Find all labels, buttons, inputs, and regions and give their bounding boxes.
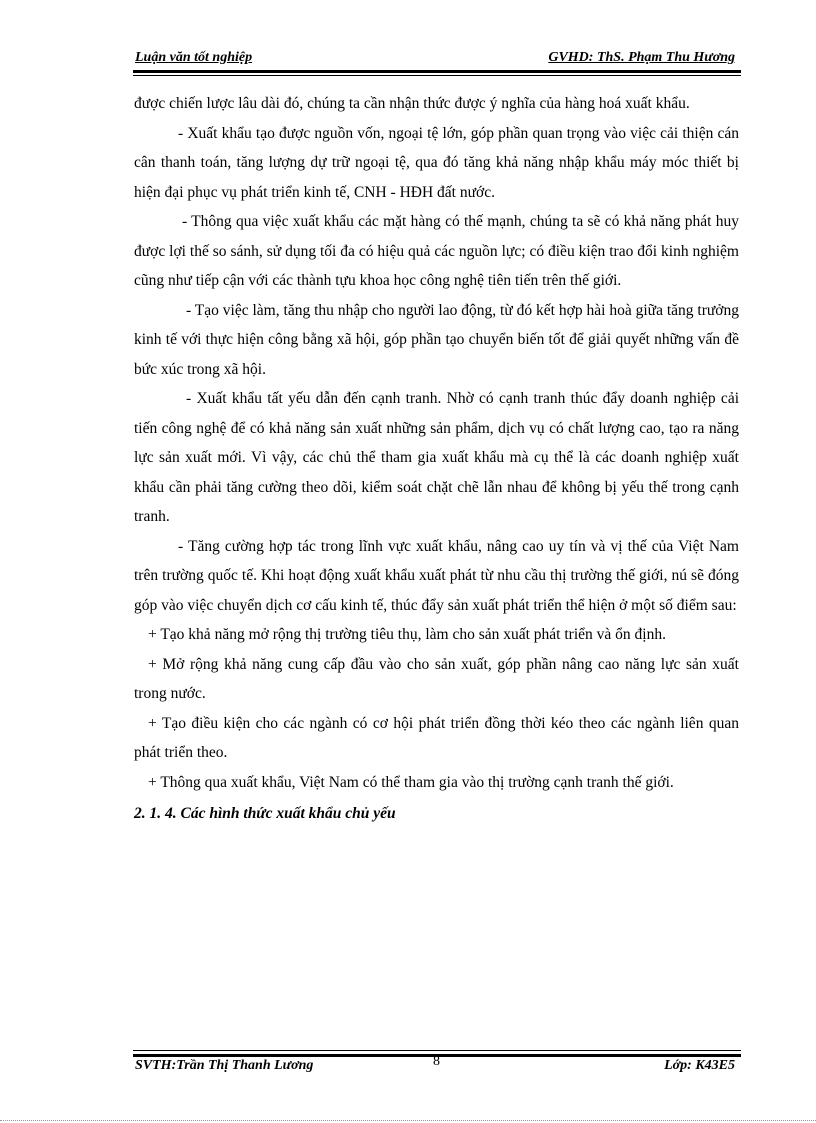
paragraph-cooperation: - Tăng cường hợp tác trong lĩnh vực xuất khẩu, nâng cao uy tín và vị thế của Việt Nam trên trường quốc tế. Khi hoạt động xuất khẩu xuất phát từ nhu cầu thị trường thế giới, nú sẽ đóng góp vào việc chuyển dịch cơ cấu kinh tế, thúc đẩy sản xuất phát triển thể hiện ở một số điểm sau: <box>134 537 739 614</box>
header-supervisor: GVHD: ThS. Phạm Thu Hương <box>548 50 735 65</box>
paragraph-competition: - Xuất khẩu tất yếu dẫn đến cạnh tranh. Nhờ có cạnh tranh thúc đẩy doanh nghiệp cải tiến công nghệ để có khả năng sản xuất những sản phẩm, dịch vụ có chất lượng cao, tạo ra năng lực sản xuất mới. Vì vậy, các chủ thể tham gia xuất khẩu mà cụ thể là các doanh nghiệp xuất khẩu cần phải tăng cường theo dõi, kiểm soát chặt chẽ lẫn nhau để không bị yếu thế trong cạnh tranh. <box>134 390 739 525</box>
page-boundary <box>0 1120 816 1121</box>
list-item-world-market: + Thông qua xuất khẩu, Việt Nam có thể tham gia vào thị trường cạnh tranh thế giới. <box>148 773 674 791</box>
paragraph-employment: - Tạo việc làm, tăng thu nhập cho người lao động, từ đó kết hợp hài hoà giữa tăng trưởng kinh tế với thực hiện công bằng xã hội, góp phần tạo chuyển biến tốt để giải quyết những vấn đề bức xúc trong xã hội. <box>134 301 739 378</box>
header-rule-thin <box>133 75 741 76</box>
list-item-market: + Tạo khả năng mở rộng thị trường tiêu thụ, làm cho sản xuất phát triển và ổn định. <box>148 626 666 643</box>
footer-rule-thin <box>133 1050 741 1051</box>
document-body <box>134 89 739 829</box>
footer-student: SVTH:Trần Thị Thanh Lương <box>135 1058 314 1073</box>
paragraph-capital: - Xuất khẩu tạo được nguồn vốn, ngoại tệ lớn, góp phần quan trọng vào việc cải thiện cán cân thanh toán, tăng lượng dự trữ ngoại tệ, qua đó tăng khả năng nhập khẩu máy móc thiết bị hiện đại phục vụ phát triển kinh tế, CNH - HĐH đất nước. <box>134 124 739 201</box>
header-thesis-title: Luận văn tốt nghiệp <box>135 50 253 65</box>
paragraph-continuation: được chiến lược lâu dài đó, chúng ta cần nhận thức được ý nghĩa của hàng hoá xuất khẩu. <box>134 95 690 112</box>
list-item-inputs: + Mở rộng khả năng cung cấp đầu vào cho sản xuất, góp phần nâng cao năng lực sản xuất trong nước. <box>134 655 739 702</box>
list-item-industries: + Tạo điều kiện cho các ngành có cơ hội phát triển đồng thời kéo theo các ngành liên quan phát triển theo. <box>134 714 739 761</box>
paragraph-advantage: - Thông qua việc xuất khẩu các mặt hàng có thế mạnh, chúng ta sẽ có khả năng phát huy được lợi thế so sánh, sử dụng tối đa có hiệu quả các nguồn lực; có điều kiện trao đổi kinh nghiệm cũng như tiếp cận với các thành tựu khoa học công nghệ tiên tiến trên thế giới. <box>134 213 739 289</box>
page-number: 8 <box>433 1054 440 1069</box>
header-rule <box>133 70 741 73</box>
page-header <box>133 46 741 70</box>
page-footer <box>133 1050 741 1080</box>
footer-class: Lớp: K43E5 <box>664 1058 735 1073</box>
section-heading: 2. 1. 4. Các hình thức xuất khẩu chủ yếu <box>134 805 396 822</box>
